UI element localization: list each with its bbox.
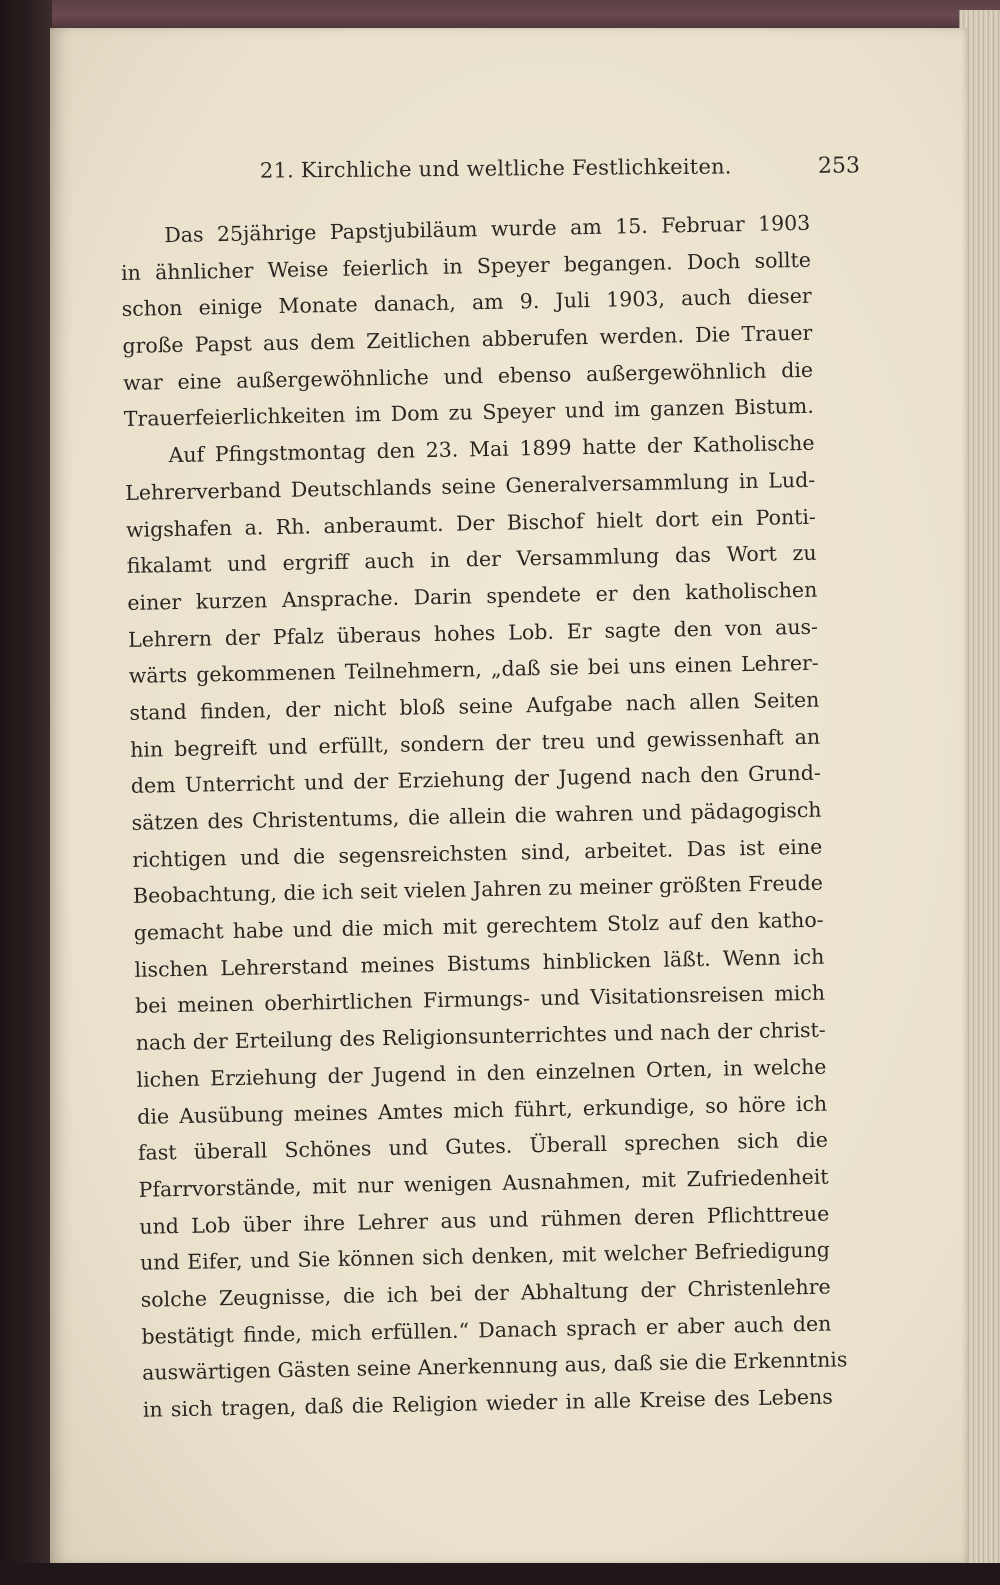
text-line: fast überall Schönes und Gutes. Überall sprechen sich die [137, 1127, 829, 1166]
text-line: Das 25jährige Papstjubiläum wurde am 15. Februar 1903 [164, 210, 811, 248]
text-line: Auf Pfingstmontag den 23. Mai 1899 hatte der Katholische [168, 430, 815, 468]
text-line: sätzen des Christentums, die allein die wahren und pädagogisch [131, 797, 822, 835]
text-line: große Papst aus dem Zeitlichen abberufen werden. Die Trauer [122, 320, 813, 359]
text-line: richtigen und die segensreichsten sind, arbeitet. Das ist eine [132, 834, 823, 872]
text-line: in ähnlicher Weise feierlich in Speyer begangen. Doch sollte [120, 247, 812, 285]
text-line: Pfarrvorstände, mit nur wenigen Ausnahmen, mit Zufriedenheit [138, 1164, 829, 1202]
text-line: Beobachtung, die ich seit vielen Jahren zu meiner größten Freude [132, 871, 824, 909]
text-line: hin begreift und erfüllt, sondern der treu und gewissenhaft an [129, 724, 821, 762]
text-line: nach der Erteilung des Religionsunterrichtes und nach der christ- [135, 1017, 826, 1055]
body-text [120, 205, 848, 1429]
text-line: und Lob über ihre Lehrer aus und rühmen deren Pflichttreue [139, 1201, 830, 1239]
page-number: 253 [817, 153, 861, 179]
text-line: einer kurzen Ansprache. Darin spendete er den katholischen [127, 577, 818, 615]
text-line: schon einige Monate danach, am 9. Juli 1903, auch dieser [121, 284, 812, 322]
text-line: in sich tragen, daß die Religion wieder in alle Kreise des Lebens [142, 1384, 833, 1422]
book-binding-top [0, 0, 1000, 30]
text-line: Lehrerverband Deutschlands seine Generalversammlung in Lud- [125, 467, 816, 505]
book-page [50, 28, 968, 1563]
text-line: bei meinen oberhirtlichen Firmungs- und Visitationsreisen mich [134, 981, 826, 1019]
book-cover-edge [0, 0, 52, 1585]
text-line: war eine außergewöhnliche und ebenso außergewöhnlich die [122, 357, 814, 395]
text-line: lischen Lehrerstand meines Bistums hinblicken läßt. Wenn ich [134, 944, 825, 982]
chapter-title: 21. Kirchliche und weltliche Festlichkeiten. [259, 154, 732, 183]
text-line: und Eifer, und Sie können sich denken, mit welcher Befriedigung [139, 1237, 831, 1276]
text-line: bestätigt finde, mich erfüllen.“ Danach sprach er aber auch den [141, 1311, 832, 1349]
text-line: solche Zeugnisse, die ich bei der Abhaltung der Christenlehre [140, 1274, 831, 1312]
text-line: dem Unterricht und der Erziehung der Jugend nach den Grund- [130, 760, 822, 799]
text-line: gemacht habe und die mich mit gerechtem Stolz auf den katho- [133, 907, 824, 945]
text-line: fikalamt und ergriff auch in der Versammlung das Wort zu [126, 540, 817, 579]
text-line: auswärtigen Gästen seine Anerkennung aus, daß sie die Erkenntnis [141, 1347, 848, 1386]
text-line: stand finden, der nicht bloß seine Aufgabe nach allen Seiten [129, 687, 820, 725]
text-line: lichen Erziehung der Jugend in den einzelnen Orten, in welche [136, 1054, 827, 1092]
text-line: wigshafen a. Rh. anberaumt. Der Bischof hielt dort ein Ponti- [125, 504, 817, 542]
scan-bottom-border [0, 1563, 1000, 1585]
text-line: wärts gekommenen Teilnehmern, „daß sie bei uns einen Lehrer- [128, 650, 819, 689]
text-line: die Ausübung meines Amtes mich führt, erkundige, so höre ich [137, 1091, 828, 1129]
running-head [260, 153, 860, 198]
text-line: Trauerfeierlichkeiten im Dom zu Speyer und im ganzen Bistum. [123, 394, 814, 432]
text-line: Lehrern der Pfalz überaus hohes Lob. Er sagte den von aus- [127, 614, 819, 652]
